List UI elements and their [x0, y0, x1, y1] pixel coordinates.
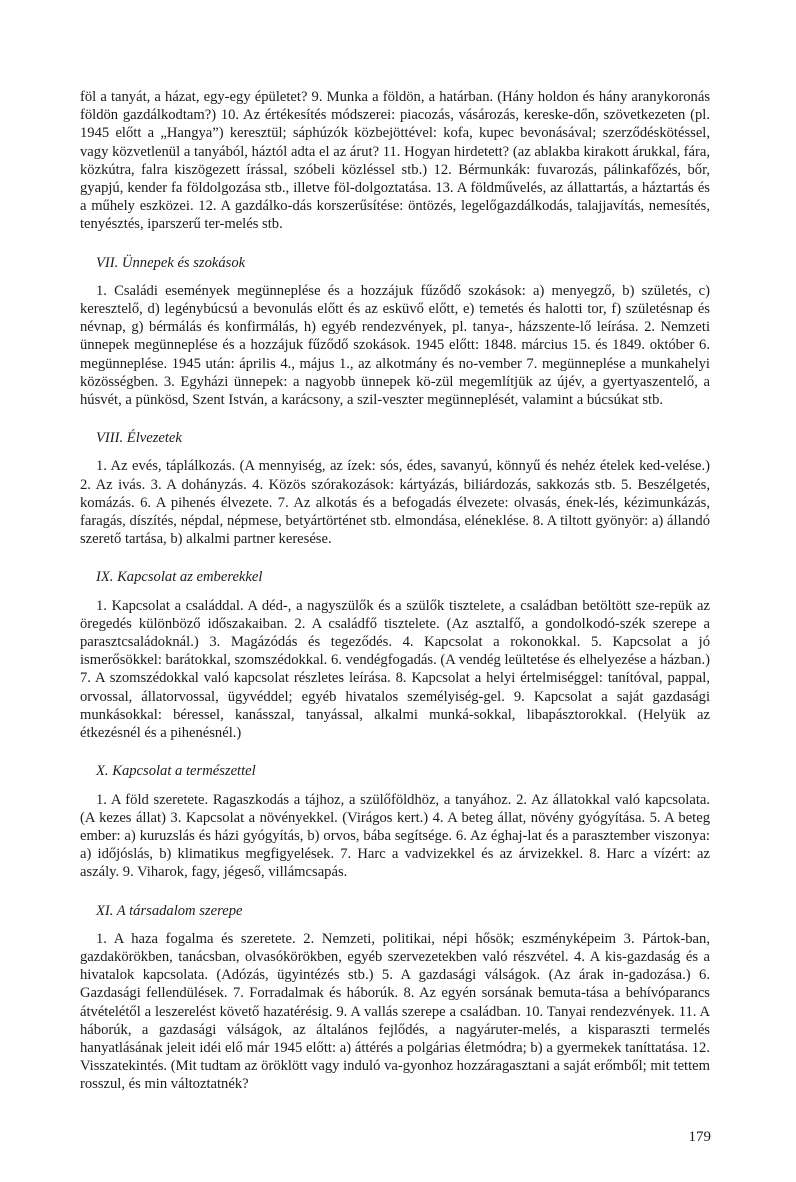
spacer [80, 587, 710, 597]
spacer [80, 548, 710, 568]
section-heading-viii: VIII. Élvezetek [96, 430, 182, 447]
page-body [80, 88, 710, 1094]
section-heading-xi: XI. A társadalom szerepe [96, 902, 243, 919]
section-body-ix: 1. Kapcsolat a családdal. A déd-, a nagyszülők és a szülők tisztelete, a családban betöltött sze-repük az öregedés különböző időszakaiban. 2. A családfő tisztelete. (Az asztalfő, a gondolkodó-szék szerepe a parasztcsaládoknál.) 3. Magázódás és tegeződés. 4. Kapcsolat a rokonokkal. 5. Kapcsolat a jó ismerősökkel: barátokkal, szomszédokkal. 6. vendégfogadás. (A vendég leültetése és elhelyezése a házban.) 7. A szomszédokkal való kapcsolat részletes leírása. 8. Kapcsolat a helyi értelmiséggel: tanítóval, pappal, orvossal, állatorvossal, ügyvéddel; egyéb hivatalos személyiség-gel. 9. Kapcsolat a saját gazdasági munkásokkal: béressel, kanásszal, tanyással, alkalmi munká-sokkal, libapásztorokkal. (Helyük az étkezésnél és a pihenésnél.) [80, 597, 710, 742]
spacer [80, 447, 710, 457]
spacer [80, 409, 710, 429]
intro-paragraph: föl a tanyát, a házat, egy-egy épületet? 9. Munka a földön, a határban. (Hány holdon és hány aranykoronás földön gazdálkodtam?) 10. Az értékesítés módszerei: piacozás, vásározás, kereske-dőn, szövetkezeten (pl. 1945 előtt a „Hangya”) keresztül; sáphúzók közbejöttével: kofa, kupec bevonásával; szerződéskötéssel, vagy közvetlenül a tanyából, háztól adta el az árut? 11. Hogyan hirdetett? (az ablakba kirakott árukkal, fára, közkútra, falra kiszögezett írással, szóbeli közléssel stb.) 12. Bérmunkák: fuvarozás, pálinkafőzés, bőr, gyapjú, kender fa földolgozása stb., illetve föl-dolgoztatása. 13. A földművelés, az állattartás, a háztartás és a műhely eszközei. 12. A gazdálko-dás korszerűsítése: öntözés, legelőgazdálkodás, talajjavítás, nemesítés, tenyésztés, iparszerű ter-melés stb. [80, 89, 710, 233]
spacer [80, 272, 710, 282]
spacer [80, 920, 710, 930]
section-heading-ix: IX. Kapcsolat az emberekkel [96, 569, 263, 586]
spacer [80, 234, 710, 254]
section-body-vii: 1. Családi események megünneplése és a hozzájuk fűződő szokások: a) menyegző, b) születés, c) keresztelő, d) legénybúcsú a bevonulás előtt és az esküvő előtt, e) temetés és halotti tor, f) születésnap és névnap, g) bérmálás és konfirmálás, h) egyéb rendezvények, pl. tanya-, házszente-lő leírása. 2. Nemzeti ünnepek megünneplése és a hozzájuk fűződő szokások. 1945 előtt: 1848. március 15. és 1849. október 6. megünneplése. 1945 után: április 4., május 1., az alkotmány és no-vember 7. megünneplése a munkahelyi közösségben. 3. Egyházi ünnepek: a nagyobb ünnepek kö-zül megemlítjük az újév, a gyertyaszentelő, a húsvét, a pünkösd, Szent István, a karácsony, a szil-veszter megünneplését, valamint a búcsúkat stb. [80, 282, 710, 409]
spacer [80, 781, 710, 791]
section-body-xi: 1. A haza fogalma és szeretete. 2. Nemzeti, politikai, népi hősök; eszményképeim 3. Pártok-ban, gazdakörökben, tanácsban, olvasókörökben, egyéb szervezetekben való részvétel. 4. A kis-gazdaság és a hivatalok kapcsolata. (Adózás, ügyintézés stb.) 5. A gazdasági válságok. (Az árak in-gadozása.) 6. Gazdasági fellendülések. 7. Forradalmak és háborúk. 8. Az egyén sorsának bemuta-tása a behívóparancs átvételétől a leszerelést követő hazatérésig. 9. A vallás szerepe a családban. 10. Tanyai rendezvények. 11. A háborúk, a gazdasági válságok, az általános fejlődés, a nagyáruter-melés, a kisparaszti termelés hanyatlásának jeleit idéi elő már 1945 előtt: a) áttérés a polgárias életmódra; b) a gyermekek taníttatása. 12. Visszatekintés. (Mit tudtam az öröklött vagy induló va-gyonhoz hozzáragasztani a saját erőmből; mit tettem rosszul, és min változtatnék? [80, 930, 710, 1093]
page-number: 179 [688, 1129, 711, 1145]
section-body-viii: 1. Az evés, táplálkozás. (A mennyiség, az ízek: sós, édes, savanyú, könnyű és nehéz ételek ked-velése.) 2. Az ivás. 3. A dohányzás. 4. Közös szórakozások: kártyázás, biliárdozás, sakkozás stb. 5. Beszélgetés, komázás. 6. A pihenés élvezete. 7. Az alkotás és a befogadás élvezete: olvasás, ének-lés, kézimunkázás, faragás, díszítés, népdal, népmese, betyártörténet stb. elmondása, eléneklése. 8. A tiltott gyönyör: a) állandó szerető tartása, b) alkalmi partner keresése. [80, 458, 710, 548]
section-body-x: 1. A föld szeretete. Ragaszkodás a tájhoz, a szülőföldhöz, a tanyához. 2. Az állatokkal való kapcsolata. (A kezes állat) 3. Kapcsolat a növényekkel. (Virágos kert.) 4. A beteg állat, növény gyógyítása. 5. A beteg ember: a) kuruzslás és házi gyógyítás, b) orvos, bába segítsége. 6. Az éghaj-lat és a parasztember viszonya: a) időjóslás, b) klimatikus megfigyelések. 7. Harc a vadvizekkel és az árvizekkel. 8. Harc a vízért: az aszály. 9. Viharok, fagy, jégeső, villámcsapás. [80, 791, 710, 881]
spacer [80, 742, 710, 762]
section-heading-vii: VII. Ünnepek és szokások [96, 254, 246, 271]
spacer [80, 882, 710, 902]
section-heading-x: X. Kapcsolat a természettel [96, 763, 256, 780]
